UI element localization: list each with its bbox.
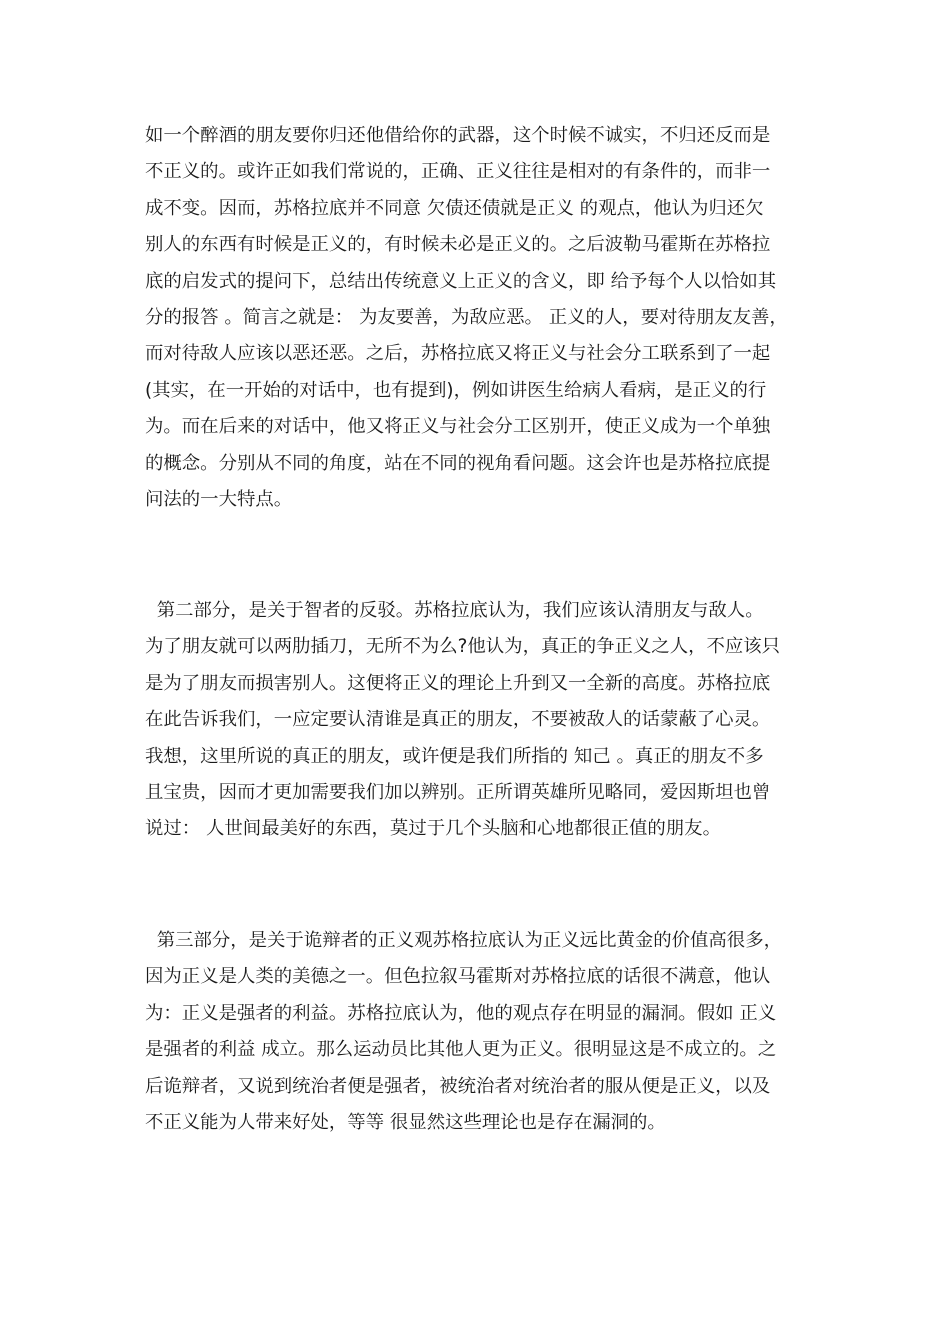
text-line: 因为正义是人类的美德之一。但色拉叙马霍斯对苏格拉底的话很不满意，他认 [145, 966, 771, 988]
text-line: 第二部分，是关于智者的反驳。苏格拉底认为，我们应该认清朋友与敌人。 [145, 600, 764, 621]
text-line: 第三部分，是关于诡辩者的正义观苏格拉底认为正义远比黄金的价值高很多， [145, 930, 782, 951]
text-line: 的概念。分别从不同的角度，站在不同的视角看问题。这会许也是苏格拉底提 [145, 452, 771, 474]
text-line: 是强者的利益 成立。那么运动员比其他人更为正义。很明显这是不成立的。之 [145, 1039, 777, 1061]
text-line: 成不变。因而，苏格拉底并不同意 欠债还债就是正义 的观点，他认为归还欠 [145, 197, 764, 219]
paragraph-1 [145, 118, 825, 518]
text-line: 底的启发式的提问下，总结出传统意义上正义的含义，即 给予每个人以恰如其 [145, 270, 777, 292]
text-line: 说过： 人世间最美好的东西，莫过于几个头脑和心地都很正值的朋友。 [145, 818, 721, 840]
text-line: 问法的一大特点。 [145, 488, 293, 510]
text-line: 为：正义是强者的利益。苏格拉底认为，他的观点存在明显的漏洞。假如 正义 [145, 1002, 777, 1024]
text-line: 而对待敌人应该以恶还恶。之后，苏格拉底又将正义与社会分工联系到了一起 [145, 343, 771, 365]
text-line: 我想，这里所说的真正的朋友，或许便是我们所指的 知己 。真正的朋友不多 [145, 745, 764, 767]
text-line: 是为了朋友而损害别人。这便将正义的理论上升到又一全新的高度。苏格拉底 [145, 672, 771, 694]
text-line: 不正义能为人带来好处，等等 很显然这些理论也是存在漏洞的。 [145, 1111, 666, 1133]
text-line: 为。而在后来的对话中，他又将正义与社会分工区别开，使正义成为一个单独 [145, 416, 771, 438]
text-line: 不正义的。或许正如我们常说的，正确、正义往往是相对的有条件的，而非一 [145, 161, 771, 183]
paragraph-2 [145, 593, 825, 848]
text-line: 分的报答 。简言之就是： 为友要善，为敌应恶。 正义的人，要对待朋友友善， [145, 306, 788, 328]
text-line: (其实，在一开始的对话中，也有提到)，例如讲医生给病人看病，是正义的行 [145, 379, 767, 401]
text-line: 在此告诉我们，一应定要认清谁是真正的朋友，不要被敌人的话蒙蔽了心灵。 [145, 709, 771, 731]
paragraph-3 [145, 923, 825, 1141]
text-line: 后诡辩者，又说到统治者便是强者，被统治者对统治者的服从便是正义，以及 [145, 1075, 771, 1097]
text-line: 且宝贵，因而才更加需要我们加以辨别。正所谓英雄所见略同，爱因斯坦也曾 [145, 781, 771, 803]
text-line: 为了朋友就可以两肋插刀，无所不为么?他认为，真正的争正义之人，不应该只 [145, 636, 781, 658]
text-line: 别人的东西有时候是正义的，有时候未必是正义的。之后波勒马霍斯在苏格拉 [145, 234, 771, 256]
text-line: 如一个醉酒的朋友要你归还他借给你的武器，这个时候不诚实，不归还反而是 [145, 125, 771, 146]
